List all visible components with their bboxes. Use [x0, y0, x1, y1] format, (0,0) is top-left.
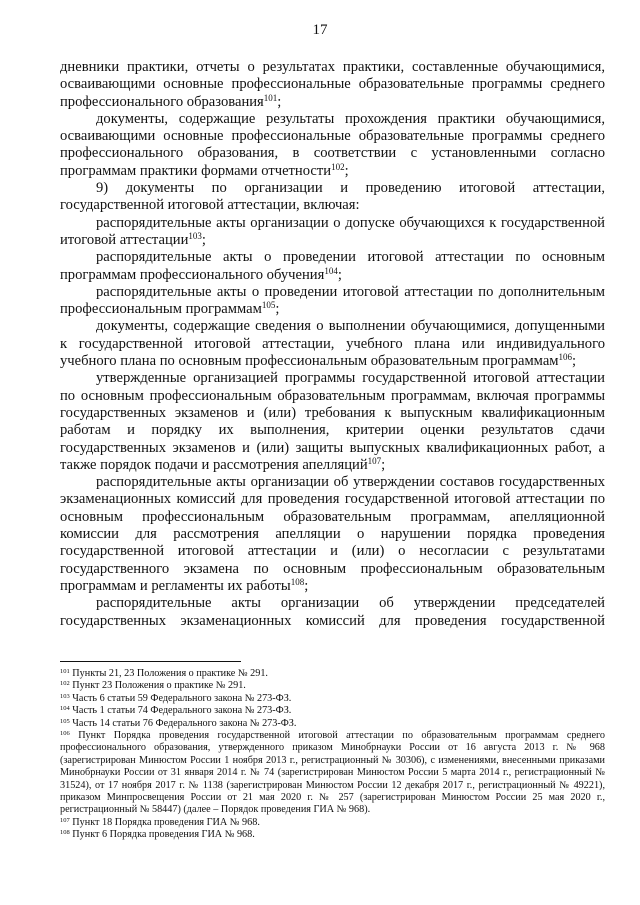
paragraph	[60, 215, 605, 250]
paragraph-text: распорядительные акты о проведении итоговой аттестации по дополнительным профессиональным программам	[60, 283, 605, 318]
paragraph-tail: ;	[277, 93, 282, 110]
footnote-number: 104	[60, 705, 70, 713]
footnote-ref[interactable]: 108	[290, 576, 305, 587]
footnote-ref[interactable]: 102	[331, 161, 345, 172]
footnote-separator	[60, 661, 241, 662]
footnote	[60, 817, 605, 829]
footnote-text: Часть 1 статьи 74 Федерального закона № 273-ФЗ.	[72, 705, 292, 717]
paragraph	[60, 318, 605, 370]
footnote	[60, 730, 605, 817]
paragraph-tail: ;	[201, 231, 206, 248]
paragraph-tail: ;	[344, 162, 349, 179]
footnote-number: 102	[60, 680, 70, 688]
paragraph	[60, 59, 605, 111]
footnote-number: 108	[60, 829, 70, 837]
footnote-number: 103	[60, 692, 70, 700]
paragraph-text: распорядительные акты организации об утверждении составов государственных экзаменационных комиссий для проведения государственной итоговой аттестации по основным профессиональным образовательным программам, апелляционной комиссии для рассмотрения апелляции о нарушении порядка проведения государственной итоговой аттестации и (или) о несогласии с результатами государственного экзамена по основным профессиональным образовательным программам и регламенты их работы	[60, 474, 605, 594]
paragraph-text: распорядительные акты организации о допуске обучающихся к государственной итоговой аттестации	[60, 214, 605, 248]
footnote-number: 101	[60, 668, 70, 675]
paragraph-text: распорядительные акты о проведении итоговой аттестации по основным программам профессионального обучения	[60, 249, 605, 283]
paragraph-text: распорядительные акты организации об утверждении председателей государственных экзаменационных комиссий для проведения государственной	[60, 595, 605, 629]
footnotes	[60, 668, 605, 842]
footnote	[60, 668, 605, 680]
paragraph	[60, 595, 605, 630]
paragraph-text: документы, содержащие сведения о выполнении обучающимися, допущенными к государственной итоговой аттестации, учебного плана или индивидуального учебного плана по основным профессиональным образовательным программам	[60, 318, 605, 370]
paragraph	[60, 474, 605, 595]
paragraph-tail: ;	[337, 266, 342, 283]
footnote	[60, 693, 605, 705]
footnote	[60, 718, 605, 730]
page-number: 17	[312, 22, 328, 38]
paragraph-tail: ;	[572, 353, 577, 370]
footnote	[60, 705, 605, 717]
paragraph-text: 9) документы по организации и проведению итоговой аттестации, государственной итоговой аттестации, включая:	[60, 180, 605, 214]
footnote-ref[interactable]: 101	[263, 92, 278, 103]
paragraph-text: документы, содержащие результаты прохождения практики обучающимися, осваивающими основные профессиональные образовательные программы среднего профессионального образования, в соответствии с установленными согласно программам практики формами отчетности	[60, 110, 605, 179]
paragraph-tail: ;	[275, 301, 280, 318]
paragraph-text: дневники практики, отчеты о результатах практики, составленные обучающимися, осваивающими основные профессиональные образовательные программы среднего профессионального образования	[60, 59, 605, 110]
footnote-text: Пункт Порядка проведения государственной итоговой аттестации по образовательным программам среднего профессионального образования, утвержденного приказом Минобрнауки России от 16 августа 2013 г. № 968 (зарегистрирован Минюстом России 1 ноября 2013 г., регистрационный № 30306), с изменениями, внесенными приказами Минобрнауки России от 31 января 2014 г. № 74 (зарегистрирован Минюстом России 5 марта 2014 г., регистрационный № 31524), от 17 ноября 2017 г. № 1138 (зарегистрирован Минюстом России 12 декабря 2017 г., регистрационный № 49221), приказом Минпросвещения России от 21 мая 2020 г. № 257 (зарегистрирован Минюстом России 25 мая 2020 г., регистрационный № 58447) (далее – Порядок проведения ГИА № 968).	[60, 730, 605, 816]
footnote-number: 105	[60, 717, 70, 725]
footnote-ref[interactable]: 106	[558, 352, 573, 363]
footnote-number: 106	[60, 730, 70, 738]
footnote-text: Пункты 21, 23 Положения о практике № 291.	[72, 668, 268, 679]
footnote-ref[interactable]: 107	[367, 455, 382, 466]
footnote-number: 107	[60, 816, 70, 824]
paragraph	[60, 370, 605, 474]
paragraph	[60, 180, 605, 215]
paragraph-tail: ;	[381, 456, 386, 473]
footnote-text: Пункт 18 Порядка проведения ГИА № 968.	[72, 816, 260, 828]
footnote	[60, 680, 605, 692]
footnote-text: Пункт 6 Порядка проведения ГИА № 968.	[72, 829, 255, 841]
footnote-ref[interactable]: 105	[261, 300, 276, 311]
body-text	[60, 59, 605, 630]
paragraph-tail: ;	[304, 577, 309, 594]
paragraph	[60, 249, 605, 284]
paragraph-text: утвержденные организацией программы государственной итоговой аттестации по основным профессиональным образовательным программам, включая программы государственных экзаменов и (или) требования к выпускным квалификационным работам и порядку их выполнения, критерии оценки результатов сдачи государственных экзаменов и (или) защиты выпускных квалификационных работ, а также порядок подачи и рассмотрения апелляций	[60, 370, 605, 473]
footnote	[60, 829, 605, 841]
paragraph	[60, 284, 605, 319]
paragraph	[60, 111, 605, 180]
footnote-text: Пункт 23 Положения о практике № 291.	[72, 680, 246, 692]
footnote-text: Часть 14 статьи 76 Федерального закона № 273-ФЗ.	[72, 717, 297, 729]
footnote-ref[interactable]: 103	[188, 230, 202, 241]
footnote-ref[interactable]: 104	[324, 265, 338, 276]
footnote-text: Часть 6 статьи 59 Федерального закона № 273-ФЗ.	[72, 692, 292, 704]
